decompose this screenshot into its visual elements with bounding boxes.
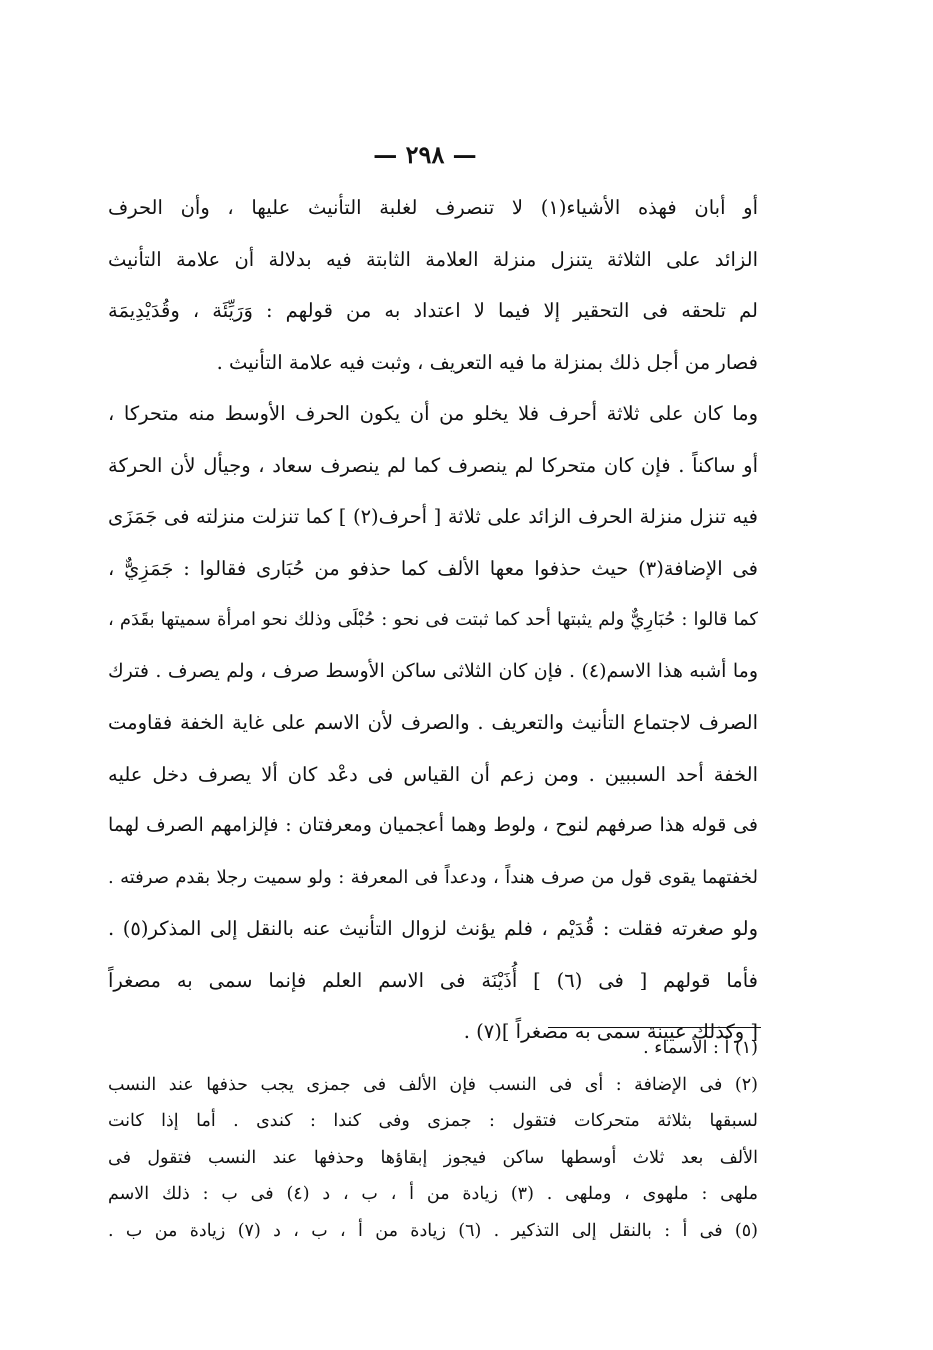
text-line: كما قالوا : حُبَارِيٌّ ولم يثبتها أحد كما ثبتت فى نحو : حُبْلَى وذلك نحو امرأة سميتها بقَدَم ، (108, 609, 758, 630)
text-line: وما كان على ثلاثة أحرف فلا يخلو من أن يكون الحرف الأوسط منه متحركا ، (108, 402, 758, 425)
text-line: وما أشبه هذا الاسم(٤) . فإن كان الثلاثى ساكن الأوسط صرف ، ولم يصرف . فترك (108, 659, 758, 682)
text-line: لم تلحقه فى التحقير إلا فيما لا اعتداد به من قولهم : وَرَيِّئَة ، وقُدَيْدِيمَة (108, 299, 758, 322)
text-line: أو ساكناً . فإن كان متحركا لم ينصرف كما لم ينصرف سعاد ، وجيأل لأن الحركة (108, 453, 758, 477)
text-line: ولو صغرته فقلت : قُدَيْم ، فلم يؤنث لزوال التأنيث عنه بالنقل إلى المذكر(٥) . (108, 917, 758, 940)
text-line: الخفة أحد السببين . ومن زعم أن القياس فى دعْد كان ألا يصرف دخل عليه (108, 762, 758, 786)
footnote-line: الألف بعد ثلاث أوسطها ساكن فيجوز إبقاؤها وحذفها عند النسب فتقول فى (108, 1147, 758, 1168)
text-line: فأما قولهم [ فى (٦) ] أُذَيْنَة فى الاسم العلم فإنما سمى به مصغراً (108, 968, 758, 992)
page-number: — ٢٩٨ — (373, 140, 477, 169)
footnote-line: (١) أ : الأسماء . (643, 1038, 758, 1058)
text-line: فى الإضافة(٣) حيث حذفوا معها الألف كما حذفو من حُبَارى فقالوا : جَمَزِيٌّ ، (108, 556, 758, 580)
text-line: لخفتهما يقوى قول من صرف هنداً ، ودعداً فى المعرفة : ولو سميت رجلا بقدم صرفته . (108, 866, 758, 888)
text-line: فى قوله هذا صرفهم لنوح ، ولوط وهما أعجميان ومعرفتان : فإلزامهم الصرف لهما (108, 814, 758, 836)
text-line: [ وكذلك عيينة سمى به مصغراً ](٧) . (463, 1020, 758, 1043)
text-line: فيه تنزل منزلة الحرف الزائد على ثلاثة [ أحرف(٢) ] كما تنزلت منزلته فى جَمَزَى (108, 505, 758, 528)
footnote-line: (٥) فى أ : بالنقل إلى التذكير . (٦) زيادة من أ ، ب ، د (٧) زيادة من ب . (108, 1220, 758, 1241)
text-line: أو أبان فهذه الأشياء(١) لا تنصرف لغلبة التأنيث عليها ، وأن الحرف (108, 196, 758, 219)
text-line: فصار من أجل ذلك بمنزلة ما فيه التعريف ، وثبت فيه علامة التأنيث . (216, 350, 758, 374)
footnote-line: لسبقها بثلاثة متحركات فتقول : جمزى وفى كندا : كندى . أما إذا كانت (108, 1111, 758, 1131)
footnote-line: (٢) فى الإضافة : أى فى النسب فإن الألف فى جمزى يجب حذفها عند النسب (108, 1074, 758, 1095)
footnotes-block (108, 1030, 758, 1249)
footnote-line: ملهى : ملهوى ، وملهى . (٣) زيادة من أ ، ب ، د (٤) فى ب : ذلك الاسم (108, 1184, 758, 1204)
text-line: الزائد على الثلاثة يتنزل منزلة العلامة الثابتة فيه بدلالة أن علامة التأنيث (108, 247, 758, 271)
text-line: الصرف لاجتماع التأنيث والتعريف . والصرف لأن الاسم على غاية الخفة فقاومت (108, 711, 758, 734)
footnote-divider (548, 1027, 761, 1028)
main-text-block (108, 182, 758, 1058)
